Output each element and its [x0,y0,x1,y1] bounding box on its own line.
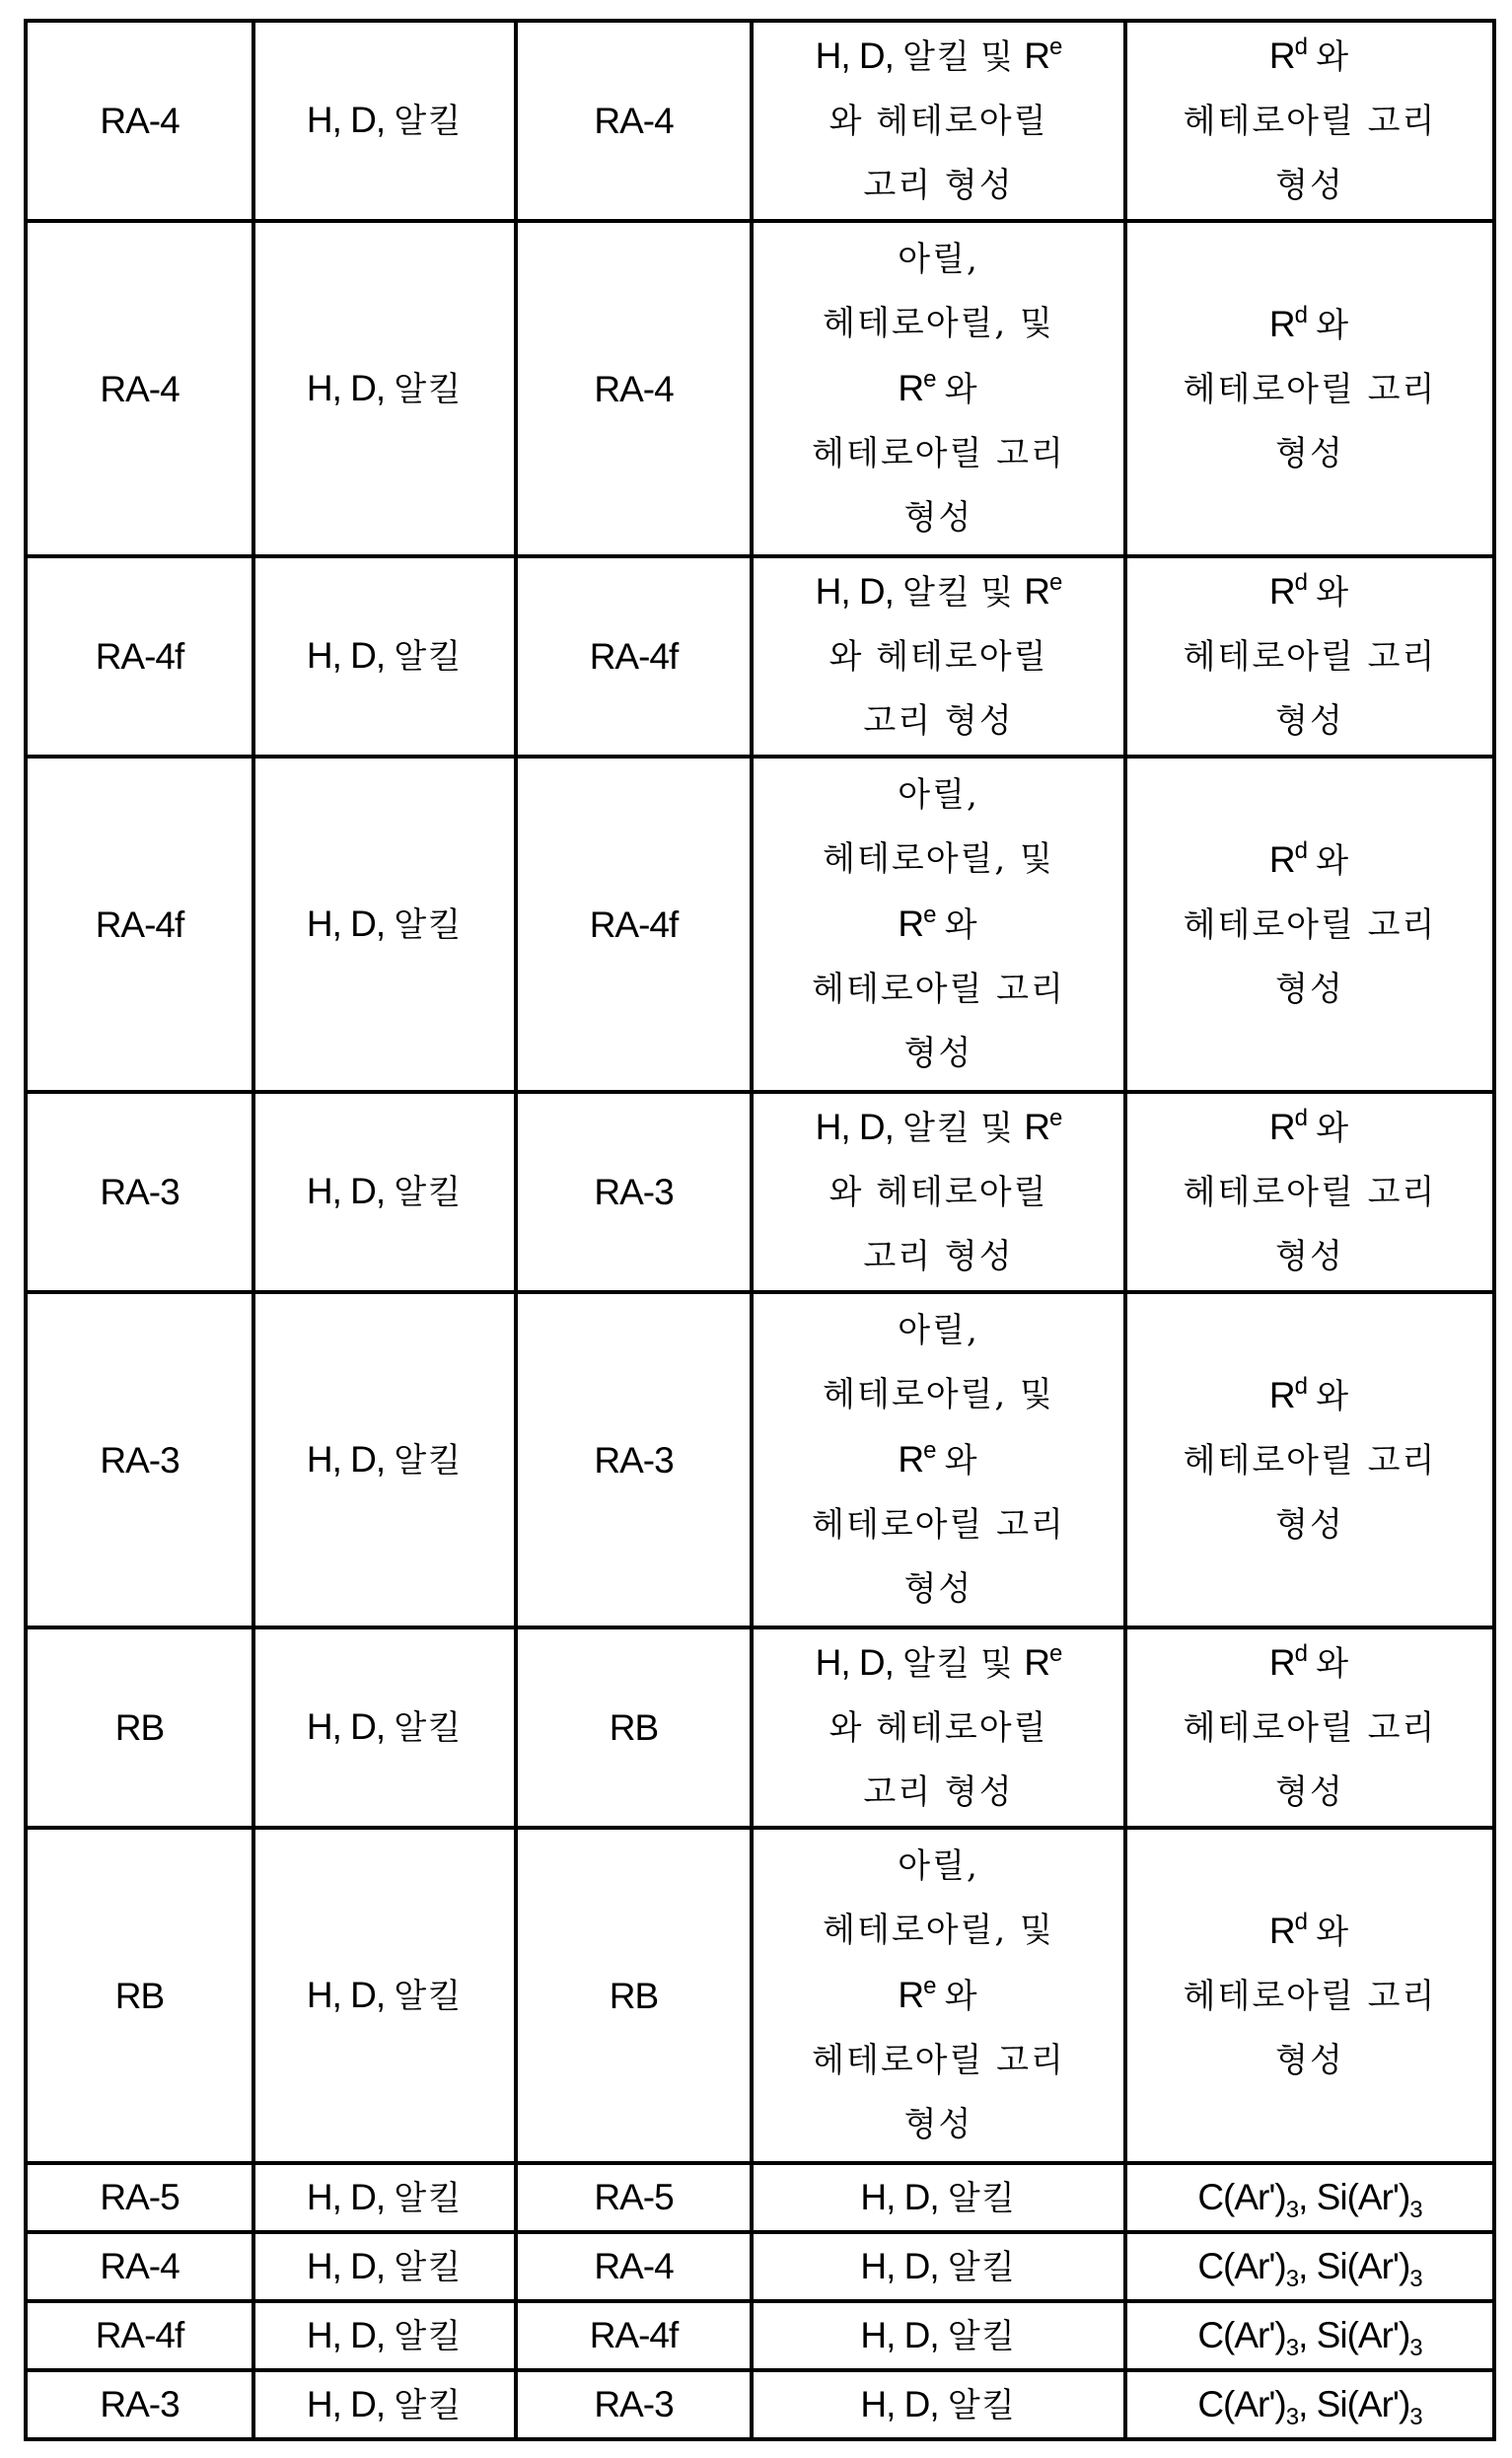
cell-text: 와 [944,369,979,409]
alkyl-text: 알킬 [947,2247,1017,2287]
cell-text: 고리 형성 [863,1772,1014,1812]
cell-text [1133,1899,1486,1965]
cell-text: 헤테로아릴 고리 [812,433,1065,473]
substituent-cell [253,2301,516,2370]
rd-cell [1125,1292,1494,1627]
cell-text: e [1049,1105,1062,1131]
cell-text: 아릴, [898,774,979,815]
hd-text: H, D, [860,2314,948,2355]
rd-cell [1125,757,1494,1092]
cell-text: R [1268,1107,1295,1147]
alkyl-text: 알킬 [394,102,464,141]
cell-text: e [923,1436,936,1464]
table-row [26,1292,1494,1627]
cell-text: 형성 [903,2104,973,2144]
ring-a-cell: RA-4 [26,2232,253,2301]
cell-text: 헤테로아릴, 및 [823,1374,1054,1414]
cell-text: 와 [1316,1376,1351,1416]
cell-text: H, D, [815,1107,903,1147]
rd-cell [1125,1828,1494,2163]
re-cell [752,1292,1125,1627]
cell-text: 헤테로아릴 고리 [812,2040,1065,2080]
cell-text: 와 [1316,1644,1351,1684]
hd-text: H, D, [306,635,395,676]
cell-text [759,892,1117,958]
cell-text [759,356,1117,422]
cell-text: R [1268,838,1295,880]
cell-text: C(Ar') [1197,2315,1286,2355]
cell-text: d [1294,1908,1307,1935]
table-row [26,1627,1494,1828]
rd-cell [1125,1627,1494,1828]
cell-text: 와 [1316,37,1351,77]
cell-text: 형성 [1275,1237,1344,1276]
cell-text: 형성 [903,1568,973,1609]
cell-text: 와 [1316,1912,1351,1952]
rd-cell [1125,21,1494,221]
cell-text: 와 헤테로아릴 [828,1173,1048,1212]
table-body [26,21,1494,2439]
cell-text: 형성 [1275,433,1344,473]
table-row [26,757,1494,1092]
ring-a-cell: RA-3 [26,1292,253,1627]
cell-text: 헤테로아릴, 및 [823,303,1054,343]
cell-text: 형성 [1275,1504,1344,1545]
hd-text: H, D, [306,2314,395,2355]
ring-a-cell: RB [26,1627,253,1828]
cell-text [1133,828,1486,894]
re-cell [752,21,1125,221]
rd-cell [1125,2301,1494,2370]
cell-text: 헤테로아릴 고리 [1183,1708,1437,1748]
cell-text: 와 헤테로아릴 [828,1708,1048,1748]
cell-text: 헤테로아릴 고리 [1183,369,1437,409]
cell-text: C(Ar') [1197,2246,1286,2286]
cell-text: 고리 형성 [863,1237,1014,1276]
cell-text: 헤테로아릴 고리 [1183,1976,1437,2016]
ring-a-cell: RA-3 [26,2370,253,2439]
cell-text: 와 [944,1440,979,1481]
cell-text: 헤테로아릴, 및 [823,838,1054,879]
hd-text: H, D, [306,367,395,408]
cell-text: 3 [1409,2404,1422,2430]
cell-text: 3 [1285,2266,1299,2292]
cell-text: 3 [1409,2197,1422,2223]
cell-text: 와 [1316,1109,1351,1148]
cell-text: R [1268,1374,1295,1415]
ring-a-cell: RA-4f [26,757,253,1092]
cell-text: 형성 [1275,166,1344,205]
cell-text: 와 [944,1976,979,2016]
cell-text: 형성 [1275,701,1344,741]
cell-text: R [898,903,924,944]
cell-text: 형성 [1275,1772,1344,1812]
re-cell [752,1627,1125,1828]
cell-text: , Si(Ar') [1298,2384,1410,2424]
hd-text: H, D, [306,1974,395,2015]
table-row [26,2301,1494,2370]
cell-text: 헤테로아릴 고리 [1183,637,1437,677]
cell-text: d [1294,1640,1307,1667]
cell-text: 3 [1409,2335,1422,2361]
table-row [26,1828,1494,2163]
cell-text: R [1024,1642,1050,1683]
cell-text: R [1268,1642,1295,1683]
ring-b-cell: RA-4 [516,221,752,556]
cell-text: 고리 형성 [863,701,1014,741]
ring-b-cell: RB [516,1828,752,2163]
substituent-cell [253,2232,516,2301]
ring-a-cell: RA-4 [26,21,253,221]
rd-cell [1125,2370,1494,2439]
cell-text: 헤테로아릴 고리 [1183,904,1437,945]
cell-text: 헤테로아릴 고리 [812,969,1065,1009]
cell-text: C(Ar') [1197,2177,1286,2217]
cell-text: 3 [1285,2197,1299,2223]
ring-b-cell: RA-3 [516,1092,752,1292]
substituent-cell [253,1292,516,1627]
cell-text: d [1294,301,1307,328]
cell-text: H, D, [815,571,903,612]
cell-text: R [1024,1107,1050,1147]
rd-cell [1125,2163,1494,2232]
ring-b-cell: RA-4 [516,2232,752,2301]
substituent-cell [752,2370,1125,2439]
hd-text: H, D, [306,2383,395,2424]
alkyl-text: 알킬 [394,2247,464,2287]
alkyl-text: 알킬 [394,1440,464,1481]
cell-text: 와 [944,904,979,945]
table-row [26,221,1494,556]
cell-text: d [1294,1105,1307,1131]
re-cell [752,221,1125,556]
ring-b-cell: RA-4 [516,21,752,221]
ring-b-cell: RA-3 [516,2370,752,2439]
ring-a-cell: RA-3 [26,1092,253,1292]
table-row [26,2370,1494,2439]
hd-text: H, D, [860,2383,948,2424]
cell-text: 알킬 [902,573,972,613]
substituent-cell [253,1828,516,2163]
cell-text: d [1294,34,1307,60]
cell-text: 헤테로아릴, 및 [823,1910,1054,1950]
ring-b-cell: RA-4f [516,757,752,1092]
cell-text [759,1630,1117,1697]
cell-text: 및 [980,37,1016,77]
cell-text: 형성 [903,1033,973,1073]
alkyl-text: 알킬 [394,904,464,945]
substituent-cell [253,21,516,221]
cell-text: e [1049,1640,1062,1667]
alkyl-text: 알킬 [947,2385,1017,2425]
ring-b-cell: RA-4f [516,556,752,757]
cell-text: 아릴, [898,239,979,279]
alkyl-text: 알킬 [394,1976,464,2016]
alkyl-text: 알킬 [394,1708,464,1748]
hd-text: H, D, [306,2176,395,2217]
table-row [26,556,1494,757]
alkyl-text: 알킬 [394,1173,464,1212]
cell-text: 고리 형성 [863,166,1014,205]
rd-cell [1125,2232,1494,2301]
substituent-cell [253,757,516,1092]
cell-text: R [1268,1910,1295,1951]
cell-text [1133,24,1486,90]
substituent-cell [253,221,516,556]
substituent-cell [752,2163,1125,2232]
hd-text: H, D, [860,2245,948,2286]
cell-text: 3 [1285,2335,1299,2361]
cell-text: e [1049,569,1062,596]
table-row [26,2163,1494,2232]
cell-text: d [1294,836,1307,864]
cell-text: , Si(Ar') [1298,2246,1410,2286]
cell-text [1133,1363,1486,1429]
cell-text: 헤테로아릴 고리 [1183,1440,1437,1481]
cell-text [1133,1630,1486,1697]
substituent-table [24,19,1496,2441]
ring-b-cell: RB [516,1627,752,1828]
alkyl-text: 알킬 [394,2178,464,2218]
alkyl-text: 알킬 [394,637,464,677]
cell-text: 형성 [1275,2040,1344,2080]
alkyl-text: 알킬 [394,2385,464,2425]
cell-text: e [1049,34,1062,60]
substituent-cell [253,556,516,757]
cell-text: H, D, [815,36,903,76]
rd-cell [1125,221,1494,556]
cell-text: 및 [980,573,1016,613]
cell-text: , Si(Ar') [1298,2177,1410,2217]
cell-text [1133,1095,1486,1161]
ring-a-cell: RA-4f [26,556,253,757]
re-cell [752,757,1125,1092]
cell-text: C(Ar') [1197,2384,1286,2424]
cell-text [759,559,1117,625]
re-cell [752,556,1125,757]
cell-text: 와 [1316,573,1351,613]
cell-text: 형성 [1275,969,1344,1009]
cell-text: R [1024,36,1050,76]
cell-text: e [923,901,936,928]
hd-text: H, D, [860,2176,948,2217]
cell-text: e [923,1972,936,1999]
cell-text: 아릴, [898,1845,979,1886]
alkyl-text: 알킬 [947,2316,1017,2356]
table-row [26,2232,1494,2301]
ring-a-cell: RA-4 [26,221,253,556]
cell-text: 형성 [903,497,973,538]
cell-text [759,1963,1117,2029]
substituent-cell [253,1627,516,1828]
cell-text: R [1268,571,1295,612]
cell-text: 아릴, [898,1310,979,1350]
cell-text: 와 헤테로아릴 [828,102,1048,141]
cell-text: 알킬 [902,1109,972,1148]
substituent-cell [253,2163,516,2232]
cell-text [1133,559,1486,625]
hd-text: H, D, [306,903,395,944]
table-row [26,1092,1494,1292]
cell-text: 및 [980,1644,1016,1684]
re-cell [752,1828,1125,2163]
table-row [26,21,1494,221]
cell-text: R [898,1974,924,2015]
cell-text: R [1268,36,1295,76]
cell-text: 알킬 [902,37,972,77]
alkyl-text: 알킬 [394,2316,464,2356]
cell-text: 와 [1316,840,1351,881]
cell-text: 알킬 [902,1644,972,1684]
substituent-cell [752,2301,1125,2370]
cell-text: 헤테로아릴 고리 [1183,1173,1437,1212]
cell-text: 3 [1285,2404,1299,2430]
cell-text: 와 헤테로아릴 [828,637,1048,677]
alkyl-text: 알킬 [947,2178,1017,2218]
cell-text [759,1427,1117,1493]
ring-a-cell: RA-4f [26,2301,253,2370]
cell-text: 헤테로아릴 고리 [1183,102,1437,141]
ring-b-cell: RA-4f [516,2301,752,2370]
hd-text: H, D, [306,1438,395,1480]
ring-b-cell: RA-5 [516,2163,752,2232]
cell-text: d [1294,569,1307,596]
cell-text: 및 [980,1109,1016,1148]
cell-text: d [1294,1372,1307,1400]
hd-text: H, D, [306,1171,395,1211]
cell-text: 헤테로아릴 고리 [812,1504,1065,1545]
re-cell [752,1092,1125,1292]
cell-text: R [898,1438,924,1480]
cell-text: 3 [1409,2266,1422,2292]
cell-text: 와 [1316,305,1351,345]
ring-a-cell: RA-5 [26,2163,253,2232]
substituent-cell [253,2370,516,2439]
cell-text [759,24,1117,90]
substituent-cell [752,2232,1125,2301]
ring-b-cell: RA-3 [516,1292,752,1627]
cell-text [759,1095,1117,1161]
rd-cell [1125,1092,1494,1292]
cell-text: e [923,365,936,393]
hd-text: H, D, [306,2245,395,2286]
ring-a-cell: RB [26,1828,253,2163]
substituent-cell [253,1092,516,1292]
cell-text: R [1268,303,1295,344]
cell-text: H, D, [815,1642,903,1683]
cell-text [1133,292,1486,358]
alkyl-text: 알킬 [394,369,464,409]
hd-text: H, D, [306,100,395,140]
rd-cell [1125,556,1494,757]
hd-text: H, D, [306,1706,395,1747]
cell-text: R [898,367,924,408]
cell-text: R [1024,571,1050,612]
cell-text: , Si(Ar') [1298,2315,1410,2355]
